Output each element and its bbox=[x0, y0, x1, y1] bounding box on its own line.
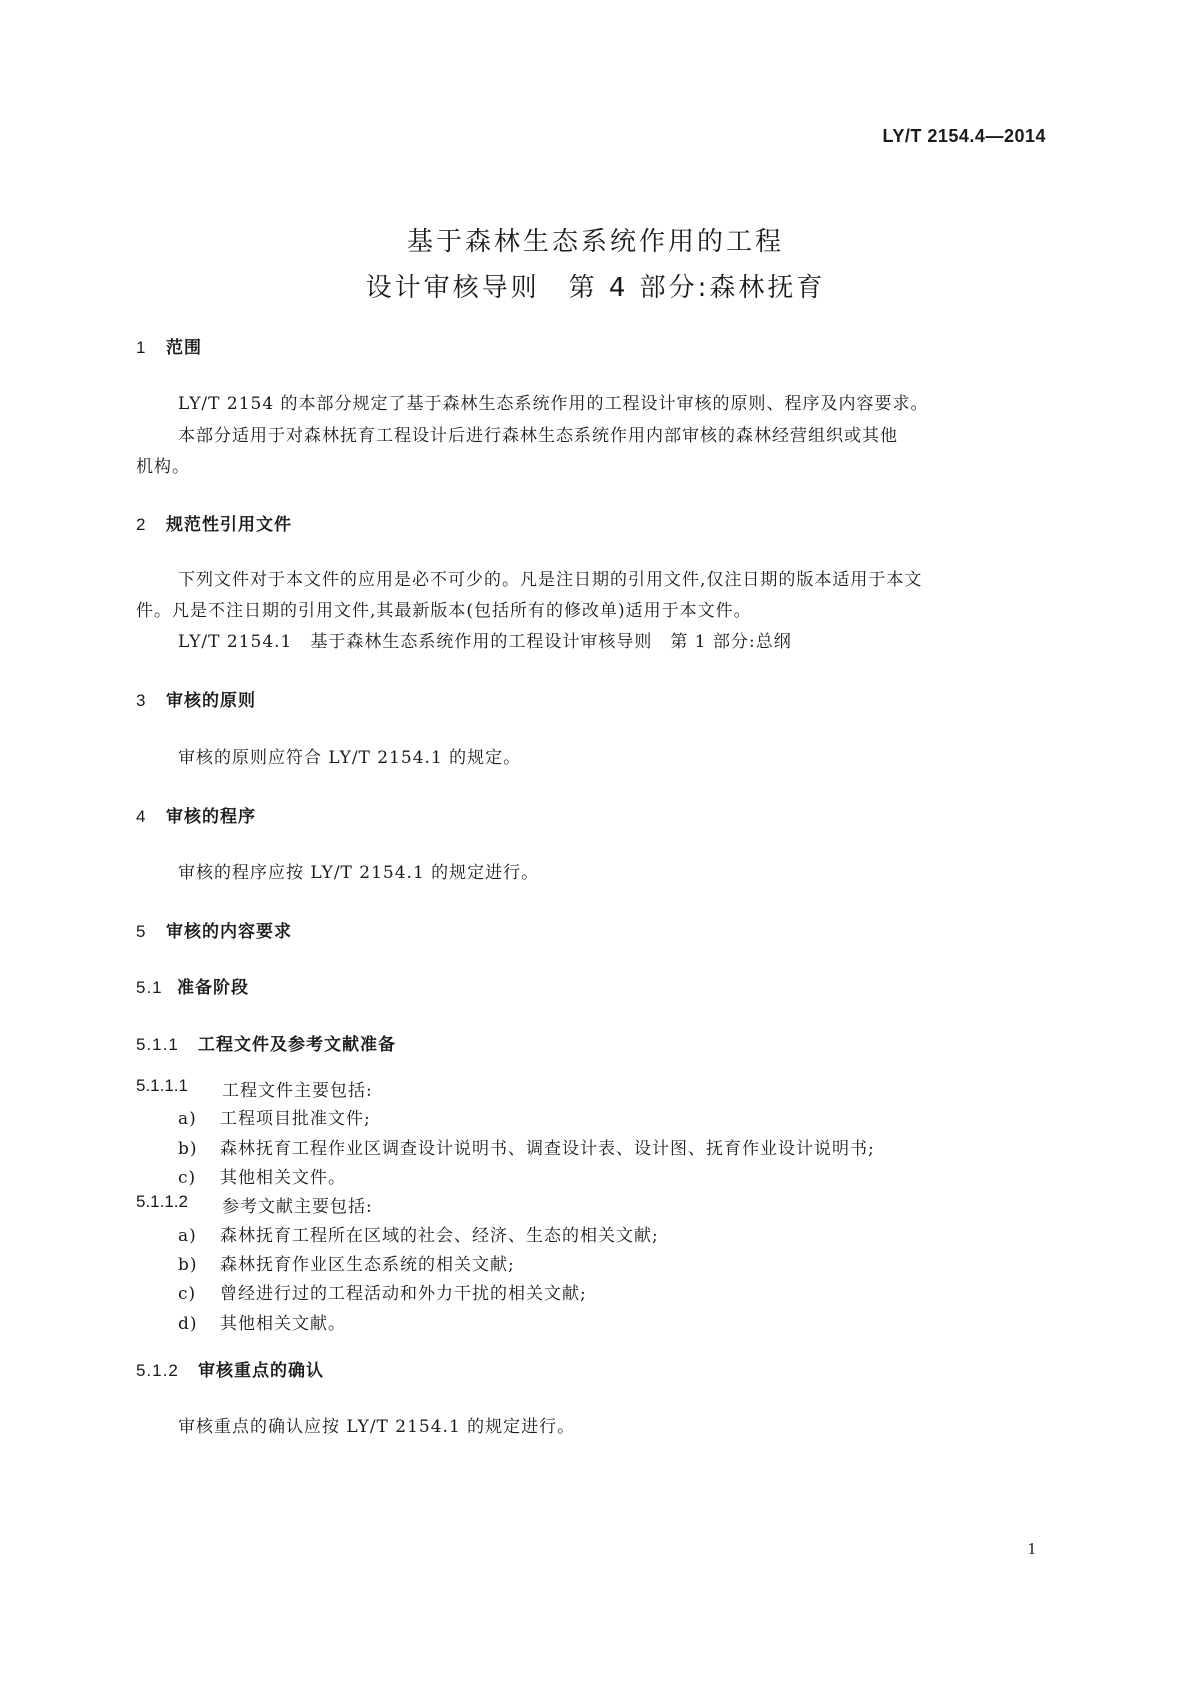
document-title-line-2: 设计审核导则 第 4 部分:森林抚育 bbox=[365, 273, 826, 303]
section-number: 5 bbox=[136, 922, 147, 941]
list-marker: a) bbox=[178, 1226, 197, 1246]
section-4-paragraph: 审核的程序应按 LY/T 2154.1 的规定进行。 bbox=[178, 863, 540, 883]
section-number: 1 bbox=[136, 338, 147, 357]
section-5-1-1-heading bbox=[136, 1030, 396, 1055]
section-number: 4 bbox=[136, 807, 147, 826]
section-number: 5.1 bbox=[136, 978, 163, 997]
section-1-paragraph-2-line-1: 本部分适用于对森林抚育工程设计后进行森林生态系统作用内部审核的森林经营组织或其他 bbox=[178, 426, 898, 446]
list-marker: a) bbox=[178, 1109, 197, 1129]
list-item bbox=[178, 1104, 371, 1129]
list-marker: c) bbox=[178, 1168, 197, 1188]
list-item bbox=[178, 1279, 587, 1304]
clause-5-1-1-2-number: 5.1.1.2 bbox=[136, 1192, 188, 1211]
section-1-heading bbox=[136, 333, 202, 358]
normative-reference: LY/T 2154.1 基于森林生态系统作用的工程设计审核导则 第 1 部分:总纲 bbox=[178, 632, 792, 652]
list-marker: d) bbox=[178, 1314, 198, 1334]
list-marker: b) bbox=[178, 1255, 198, 1275]
list-item-text: 森林抚育作业区生态系统的相关文献; bbox=[220, 1255, 515, 1275]
section-number: 5.1.1 bbox=[136, 1035, 179, 1054]
section-title: 范围 bbox=[166, 338, 202, 358]
clause-5-1-1-1-number: 5.1.1.1 bbox=[136, 1076, 188, 1095]
section-title: 审核的原则 bbox=[166, 691, 256, 711]
list-item-text: 森林抚育工程所在区域的社会、经济、生态的相关文献; bbox=[220, 1226, 659, 1246]
list-marker: b) bbox=[178, 1139, 198, 1159]
standard-code: LY/T 2154.4—2014 bbox=[882, 126, 1046, 146]
section-1-paragraph-1: LY/T 2154 的本部分规定了基于森林生态系统作用的工程设计审核的原则、程序及内容要求。 bbox=[178, 394, 929, 414]
document-title-line-1: 基于森林生态系统作用的工程 bbox=[406, 227, 784, 257]
section-number: 5.1.2 bbox=[136, 1361, 179, 1380]
section-2-paragraph-line-1: 下列文件对于本文件的应用是必不可少的。凡是注日期的引用文件,仅注日期的版本适用于本文 bbox=[178, 570, 923, 590]
section-title: 审核的内容要求 bbox=[166, 922, 292, 942]
list-item bbox=[178, 1134, 875, 1159]
list-item-text: 森林抚育工程作业区调查设计说明书、调查设计表、设计图、抚育作业设计说明书; bbox=[220, 1139, 875, 1159]
section-title: 准备阶段 bbox=[177, 978, 249, 998]
section-2-heading bbox=[136, 510, 292, 535]
list-item bbox=[178, 1221, 659, 1246]
section-1-paragraph-2-line-2: 机构。 bbox=[136, 457, 190, 477]
clause-5-1-1-2-text: 参考文献主要包括: bbox=[222, 1197, 373, 1217]
section-3-heading bbox=[136, 686, 256, 711]
section-title: 审核重点的确认 bbox=[198, 1361, 324, 1381]
section-number: 2 bbox=[136, 515, 147, 534]
section-4-heading bbox=[136, 802, 256, 827]
page-number: 1 bbox=[1027, 1539, 1036, 1558]
section-5-1-2-heading bbox=[136, 1356, 324, 1381]
section-title: 规范性引用文件 bbox=[166, 515, 292, 535]
section-2-paragraph-line-2: 件。凡是不注日期的引用文件,其最新版本(包括所有的修改单)适用于本文件。 bbox=[136, 601, 752, 621]
section-5-1-heading bbox=[136, 973, 249, 998]
clause-5-1-1-1-text: 工程文件主要包括: bbox=[222, 1081, 373, 1101]
section-number: 3 bbox=[136, 691, 147, 710]
list-item bbox=[178, 1250, 515, 1275]
section-title: 审核的程序 bbox=[166, 807, 256, 827]
list-item-text: 其他相关文献。 bbox=[220, 1314, 346, 1334]
list-item bbox=[178, 1309, 346, 1334]
list-marker: c) bbox=[178, 1284, 197, 1304]
list-item bbox=[178, 1163, 346, 1188]
section-3-paragraph: 审核的原则应符合 LY/T 2154.1 的规定。 bbox=[178, 748, 522, 768]
list-item-text: 曾经进行过的工程活动和外力干扰的相关文献; bbox=[220, 1284, 587, 1304]
list-item-text: 其他相关文件。 bbox=[220, 1168, 346, 1188]
list-item-text: 工程项目批准文件; bbox=[220, 1109, 371, 1129]
section-title: 工程文件及参考文献准备 bbox=[198, 1035, 396, 1055]
section-5-1-2-paragraph: 审核重点的确认应按 LY/T 2154.1 的规定进行。 bbox=[178, 1417, 576, 1437]
section-5-heading bbox=[136, 917, 292, 942]
